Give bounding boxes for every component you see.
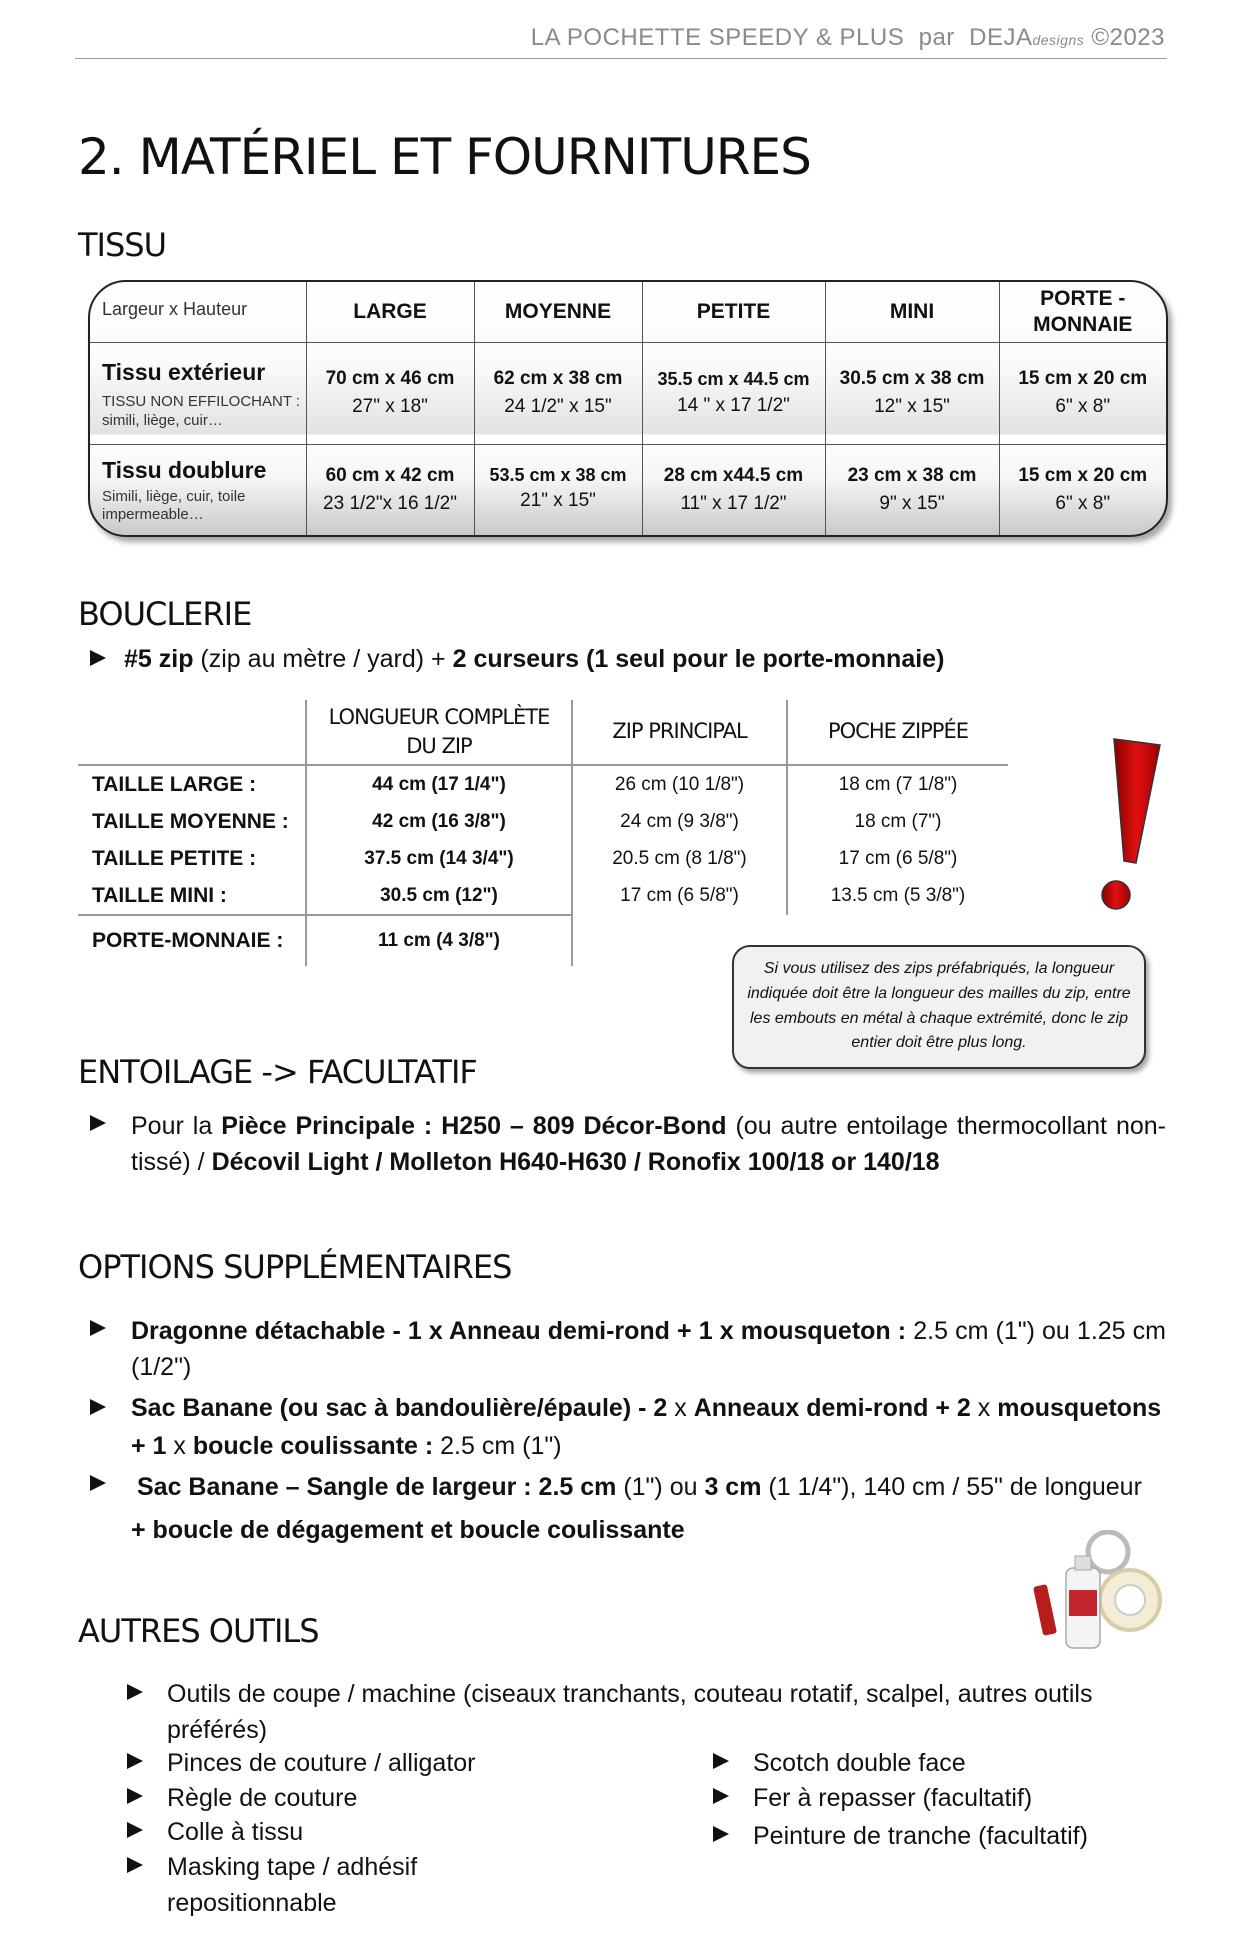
- bullet-arrow-icon: [127, 1858, 161, 1876]
- list-item: Peinture de tranche (facultatif): [753, 1822, 1088, 1850]
- row-note: Simili, liège, cuir, toile impermeable…: [102, 487, 246, 524]
- row-title: Tissu doublure: [102, 457, 267, 484]
- bullet-arrow-icon: [127, 1789, 161, 1807]
- col-pocket-zip: POCHE ZIPPÉE: [787, 700, 1008, 765]
- list-item: Scotch double face: [753, 1749, 966, 1777]
- page-title: 2. MATÉRIEL ET FOURNITURES: [78, 128, 811, 186]
- bullet-arrow-icon: [713, 1754, 747, 1772]
- col-petite: PETITE: [642, 282, 825, 342]
- list-item: Règle de couture: [167, 1784, 358, 1812]
- table-row: TAILLE MINI : 30.5 cm (12") 17 cm (6 5/8") 13.5 cm (5 3/8"): [78, 877, 1008, 915]
- col-moyenne: MOYENNE: [474, 282, 642, 342]
- list-item: Outils de coupe / machine (ciseaux tranchants, couteau rotatif, scalpel, autres outils préférés): [167, 1680, 1093, 1744]
- col-full-zip: LONGUEUR COMPLÈTE DU ZIP: [306, 700, 572, 765]
- fabric-table-corner: Largeur x Hauteur: [102, 299, 248, 319]
- zip-length-table: [78, 700, 1008, 966]
- list-item: Sac Banane – Sangle de largeur : 2.5 cm (1") ou 3 cm (1 1/4"), 140 cm / 55" de longueur + boucle de dégagement et boucle coulissante: [131, 1473, 1142, 1544]
- bullet-arrow-icon: [90, 1400, 124, 1418]
- bullet-arrow-icon: [713, 1789, 747, 1807]
- section-heading-tissu: TISSU: [78, 226, 167, 264]
- table-row: TAILLE PETITE : 37.5 cm (14 3/4") 20.5 cm (8 1/8") 17 cm (6 5/8"): [78, 840, 1008, 877]
- zip-note-callout: Si vous utilisez des zips préfabriqués, la longueur indiquée doit être la longueur des mailles du zip, entre les embouts en métal à chaque extrémité, donc le zip entier doit être plus long.: [732, 945, 1146, 1069]
- list-item: Masking tape / adhésif repositionnable: [167, 1853, 418, 1917]
- col-large: LARGE: [306, 282, 474, 342]
- table-row: Tissu extérieur TISSU NON EFFILOCHANT : simili, liège, cuir… 70 cm x 46 cm 27" x 18" 62 cm x 38 cm 24 1/2" x 15" 35.5 cm x 44.5 cm 14 " x 17 1/2" 30.5 cm x 38 cm 12" x 15" 15 cm x 20 cm 6" x 8": [90, 342, 1166, 444]
- warning-exclamation-icon: [1100, 735, 1170, 920]
- col-mini: MINI: [825, 282, 999, 342]
- col-porte-monnaie: PORTE - MONNAIE: [999, 282, 1166, 342]
- list-item: Colle à tissu: [167, 1818, 304, 1846]
- table-row: TAILLE MOYENNE : 42 cm (16 3/8") 24 cm (9 3/8") 18 cm (7"): [78, 803, 1008, 840]
- section-heading-outils: AUTRES OUTILS: [78, 1612, 319, 1650]
- running-header: LA POCHETTE SPEEDY & PLUS par DEJAdesigns ©2023: [530, 24, 1165, 51]
- list-item: Pinces de couture / alligator: [167, 1749, 476, 1777]
- section-heading-entoilage: ENTOILAGE -> FACULTATIF: [78, 1053, 477, 1091]
- col-main-zip: ZIP PRINCIPAL: [572, 700, 787, 765]
- table-row: PORTE-MONNAIE : 11 cm (4 3/8"): [78, 915, 1008, 966]
- fabric-table: [88, 280, 1168, 537]
- bullet-arrow-icon: [127, 1754, 161, 1772]
- list-item: Dragonne détachable - 1 x Anneau demi-rond + 1 x mousqueton : 2.5 cm (1") ou 1.25 cm (1/2"): [131, 1317, 1167, 1382]
- section-heading-bouclerie: BOUCLERIE: [78, 595, 252, 633]
- table-row: TAILLE LARGE : 44 cm (17 1/4") 26 cm (10 1/8") 18 cm (7 1/8"): [78, 765, 1008, 803]
- bullet-arrow-icon: [127, 1685, 161, 1703]
- table-row: Tissu doublure Simili, liège, cuir, toile impermeable… 60 cm x 42 cm 23 1/2"x 16 1/2" 53.5 cm x 38 cm 21" x 15" 28 cm x44.5 cm 11" x 17 1/2" 23 cm x 38 cm 9" x 15" 15 cm x 20 cm 6" x 8": [90, 444, 1166, 535]
- list-item: Pour la Pièce Principale : H250 – 809 Décor-Bond (ou autre entoilage thermocollant non-tissé) / Décovil Light / Molleton H640-H630 / Ronofix 100/18 or 140/18: [131, 1112, 1166, 1177]
- bullet-arrow-icon: [90, 1116, 124, 1134]
- bullet-arrow-icon: [90, 650, 106, 666]
- bullet-arrow-icon: [90, 1321, 124, 1339]
- tools-illustration-icon: [1030, 1530, 1170, 1665]
- header-divider: [75, 58, 1167, 59]
- list-item: Fer à repasser (facultatif): [753, 1784, 1033, 1812]
- row-note: TISSU NON EFFILOCHANT : simili, liège, cuir…: [102, 392, 301, 429]
- section-heading-options: OPTIONS SUPPLÉMENTAIRES: [78, 1248, 512, 1286]
- list-item: Sac Banane (ou sac à bandoulière/épaule) - 2 x Anneaux demi-rond + 2 x mousquetons + 1 x boucle coulissante : 2.5 cm (1"): [131, 1394, 1162, 1460]
- bullet-arrow-icon: [90, 1476, 124, 1494]
- list-item: #5 zip (zip au mètre / yard) + 2 curseurs (1 seul pour le porte-monnaie): [90, 645, 944, 674]
- row-title: Tissu extérieur: [102, 358, 266, 385]
- bullet-arrow-icon: [713, 1827, 747, 1845]
- bullet-arrow-icon: [127, 1823, 161, 1841]
